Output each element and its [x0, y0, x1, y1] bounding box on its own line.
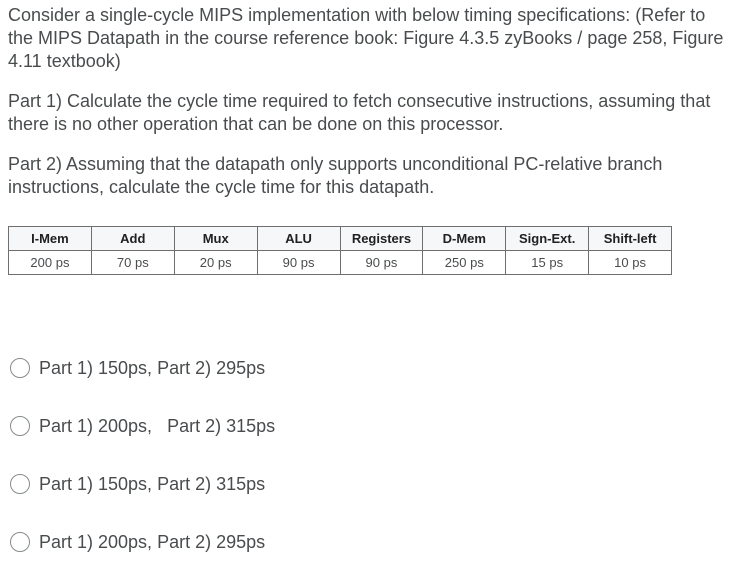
timing-value-row: [9, 251, 672, 275]
answer-option-label: Part 1) 200ps, Part 2) 315ps: [39, 415, 276, 436]
header-alu: ALU: [257, 227, 340, 251]
header-d-mem: D-Mem: [423, 227, 506, 251]
radio-button[interactable]: [10, 474, 30, 494]
value-sign-ext: 15 ps: [506, 251, 589, 275]
header-shift-left: Shift-left: [589, 227, 672, 251]
value-d-mem: 250 ps: [423, 251, 506, 275]
timing-table: [8, 226, 672, 275]
header-registers: Registers: [340, 227, 423, 251]
radio-button[interactable]: [10, 358, 30, 378]
value-shift-left: 10 ps: [589, 251, 672, 275]
answer-option-label: Part 1) 150ps, Part 2) 315ps: [39, 473, 266, 494]
question-part-2: Part 2) Assuming that the datapath only supports unconditional PC-relative branch instructions, calculate the cycle time for this datapath.: [8, 154, 663, 197]
question-text: [8, 4, 734, 199]
answer-option-4[interactable]: [10, 529, 275, 555]
radio-button[interactable]: [10, 416, 30, 436]
value-add: 70 ps: [91, 251, 174, 275]
answer-option-label: Part 1) 200ps, Part 2) 295ps: [39, 531, 266, 552]
value-alu: 90 ps: [257, 251, 340, 275]
header-i-mem: I-Mem: [9, 227, 92, 251]
radio-button[interactable]: [10, 532, 30, 552]
header-sign-ext: Sign-Ext.: [506, 227, 589, 251]
value-mux: 20 ps: [174, 251, 257, 275]
answer-options: [10, 355, 275, 587]
question-intro: Consider a single-cycle MIPS implementation with below timing specifications: (Refer to the MIPS Datapath in the course reference book: Figure 4.3.5 zyBooks / page 258, Figure 4.11 textbook): [8, 5, 724, 71]
answer-option-3[interactable]: [10, 471, 275, 497]
answer-option-2[interactable]: [10, 413, 275, 439]
value-registers: 90 ps: [340, 251, 423, 275]
value-i-mem: 200 ps: [9, 251, 92, 275]
header-mux: Mux: [174, 227, 257, 251]
answer-option-1[interactable]: [10, 355, 275, 381]
timing-header-row: [9, 227, 672, 251]
header-add: Add: [91, 227, 174, 251]
answer-option-label: Part 1) 150ps, Part 2) 295ps: [39, 357, 266, 378]
question-part-1: Part 1) Calculate the cycle time required to fetch consecutive instructions, assuming that there is no other operation that can be done on this processor.: [8, 91, 711, 134]
